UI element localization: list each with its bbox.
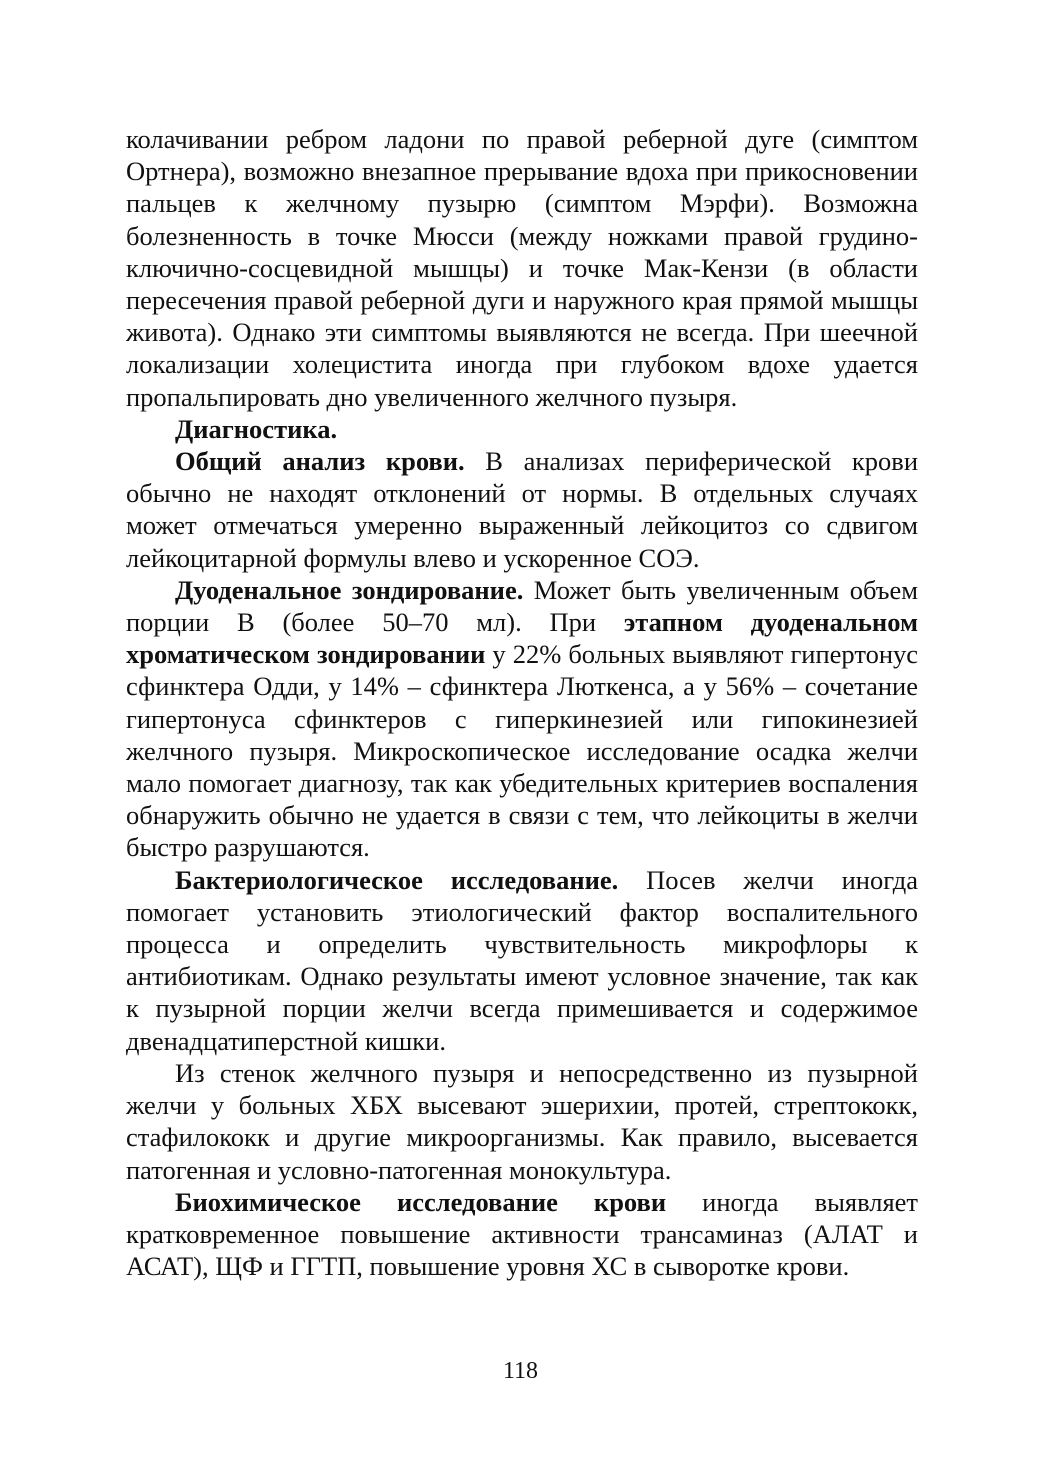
section-heading-diagnostics <box>126 413 918 445</box>
paragraph-lead: Бактериологическое исследование. <box>175 864 619 895</box>
paragraph-duodenal-probing <box>126 574 918 864</box>
paragraph-blood-test <box>126 445 918 574</box>
page-number: 118 <box>502 1358 539 1384</box>
paragraph-bold-phrase: этапном дуоденальном хроматическом зондировании <box>126 607 919 670</box>
paragraph-lead: Общий анализ крови. <box>175 446 465 477</box>
paragraph-lead: Дуоденальное зондирование. <box>175 574 524 605</box>
heading-text: Диагностика. <box>175 413 338 444</box>
paragraph-text: иногда выявляет кратковременное повышение активности трансаминаз (АЛАТ и АСАТ), ЩФ и ГГТП, повышение уровня ХС в сыворотке крови. <box>126 1186 918 1282</box>
body-text <box>126 123 918 1282</box>
paragraph-biochemistry <box>126 1186 918 1283</box>
paragraph-bacteriology <box>126 864 918 1057</box>
paragraph-text: В анализах периферической крови обычно не находят отклонений от нормы. В отдельных случаях может отмечаться умеренно выраженный лейкоцитоз со сдвигом лейкоцитарной формулы влево и ускоренное СОЭ. <box>126 446 918 573</box>
paragraph-text: колачивании ребром ладони по правой реберной дуге (симптом Ортнера), возможно внезапное прерывание вдоха при прикосновении пальцев к желчному пузырю (симптом Мэрфи). Возможна болезненность в точке Мюсси (между ножками правой грудино-ключично-сосцевидной мышцы) и точке Мак-Кензи (в области пересечения правой реберной дуги и наружного края прямой мышцы живота). Однако эти симптомы выявляются не всегда. При шеечной локализации холецистита иногда при глубоком вдохе удается пропальпировать дно увеличенного желчного пузыря. <box>126 124 918 412</box>
paragraph-text: Может быть увеличенным объем порции В (более 50–70 мл). При <box>126 574 919 638</box>
paragraph-symptoms <box>126 123 918 413</box>
paragraph-lead: Биохимическое исследование крови <box>175 1186 667 1217</box>
paragraph-text: у 22% больных выявляют гипертонус сфинктера Одди, у 14% – сфинктера Люткенса, а у 56% – сочетание гипертонуса сфинктеров с гиперкинезией или гипокинезией желчного пузыря. Микроскопическое исследование осадка желчи мало помогает диагнозу, так как убедительных критериев воспаления обнаружить обычно не удается в связи с тем, что лейкоциты в желчи быстро разрушаются. <box>126 639 919 863</box>
paragraph-text: Посев желчи иногда помогает установить этиологический фактор воспалительного процесса и определить чувствительность микрофлоры к антибиотикам. Однако результаты имеют условное значение, так как к пузырной порции желчи всегда примешивается и содержимое двенадцатиперстной кишки. <box>126 864 918 1056</box>
paragraph-microorganisms <box>126 1057 918 1186</box>
paragraph-text: Из стенок желчного пузыря и непосредственно из пузырной желчи у больных ХБХ высевают эшерихии, протей, стрептококк, стафилококк и другие микроорганизмы. Как правило, высевается патогенная и условно-патогенная монокультура. <box>126 1057 918 1185</box>
